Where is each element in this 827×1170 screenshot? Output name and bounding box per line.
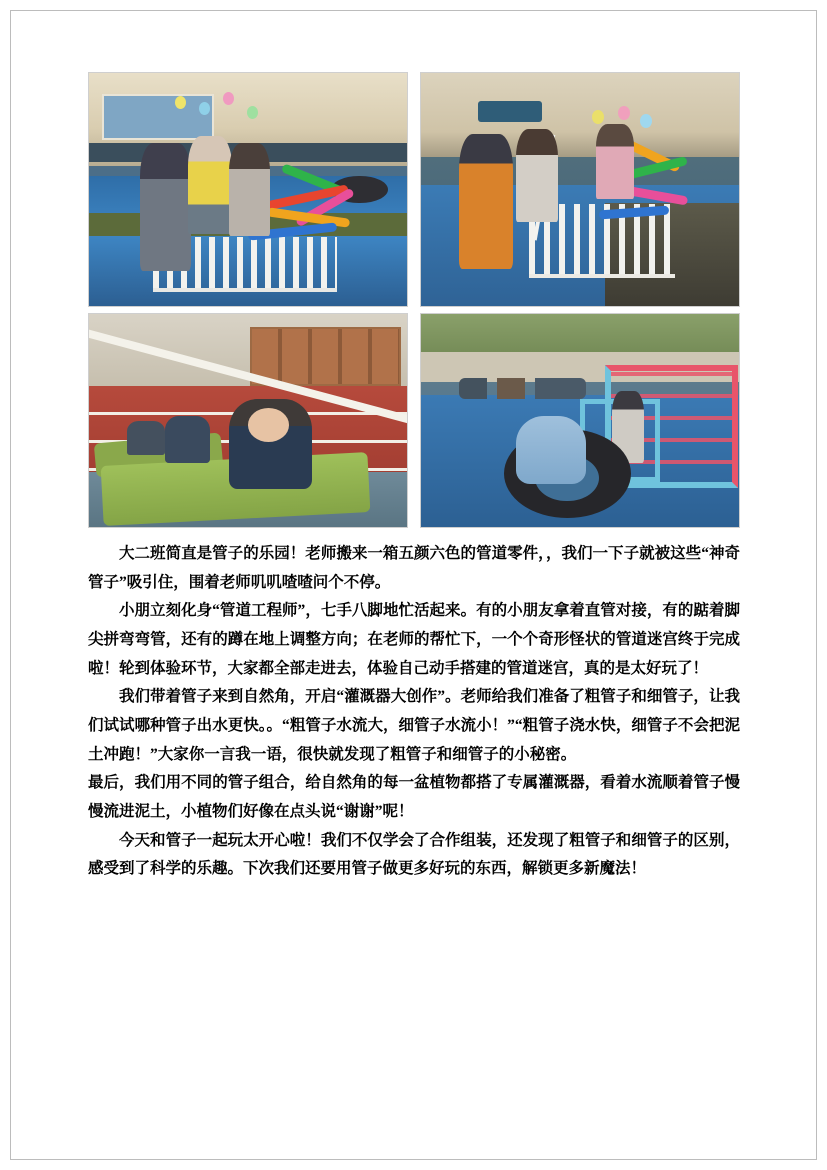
photo1-child-left [140,143,191,271]
photo1-child-right [229,143,270,236]
paragraph-1: 大二班简直是管子的乐园！老师搬来一箱五颜六色的管道零件，，我们一下子就被这些“神奇管子”吸引住，围着老师叽叽喳喳问个不停。 [88,545,740,591]
photo2-child-orange-coat [459,134,513,269]
photo3-child-far [127,421,165,455]
photo2-sign [478,101,542,122]
photo3-boy-face [248,408,289,442]
photo-boy-crawling-under-rope [88,313,408,528]
photo-children-at-fence-with-pipes [420,72,740,307]
photo4-child-blue-coat [516,416,586,484]
photo-child-in-tyre-near-climbing-frame [420,313,740,528]
photo2-child-pink [596,124,634,199]
paragraph-5: 今天和管子一起玩太开心啦！我们不仅学会了合作组装，还发现了粗管子和细管子的区别，感受到了科学的乐趣。下次我们还要用管子做更多好玩的东西，解锁更多新魔法！ [88,831,740,878]
photo1-child-middle [188,136,233,234]
photo-grid [88,72,740,528]
paragraph-4: 最后，我们用不同的管子组合，给自然角的每一盆植物都搭了专属灌溉器，看着水流顺着管子慢慢流进泥土，小植物们好像在点头说“谢谢”呢！ [88,774,740,821]
photo3-child-middle [165,416,210,463]
paragraph-2: 小朋立刻化身“管道工程师”，七手八脚地忙活起来。有的小朋友拿着直管对接，有的踮着脚尖拼弯弯管，还有的蹲在地上调整方向；在老师的帮忙下，一个个奇形怪状的管道迷宫终于完成啦！轮到体验环节，大家都全部走进去，体验自己动手搭建的管道迷宫，真的是太好玩了！ [88,602,740,677]
photo3-wood-panel [250,327,400,386]
photo2-child-grey [516,129,557,222]
photo4-children-row [459,378,586,399]
page-content [88,72,740,884]
photo-children-building-pipe-structure [88,72,408,307]
article-body [88,540,740,884]
photo2-balloons [618,106,630,120]
paragraph-3: 我们带着管子来到自然角，开启“灌溉器大创作”。老师给我们准备了粗管子和细管子，让我们试试哪种管子出水更快。。“粗管子水流大，细管子水流小！”“粗管子浇水快，细管子不会把泥土冲跑！”大家你一言我一语，很快就发现了粗管子和细管子的小秘密。 [88,688,740,763]
